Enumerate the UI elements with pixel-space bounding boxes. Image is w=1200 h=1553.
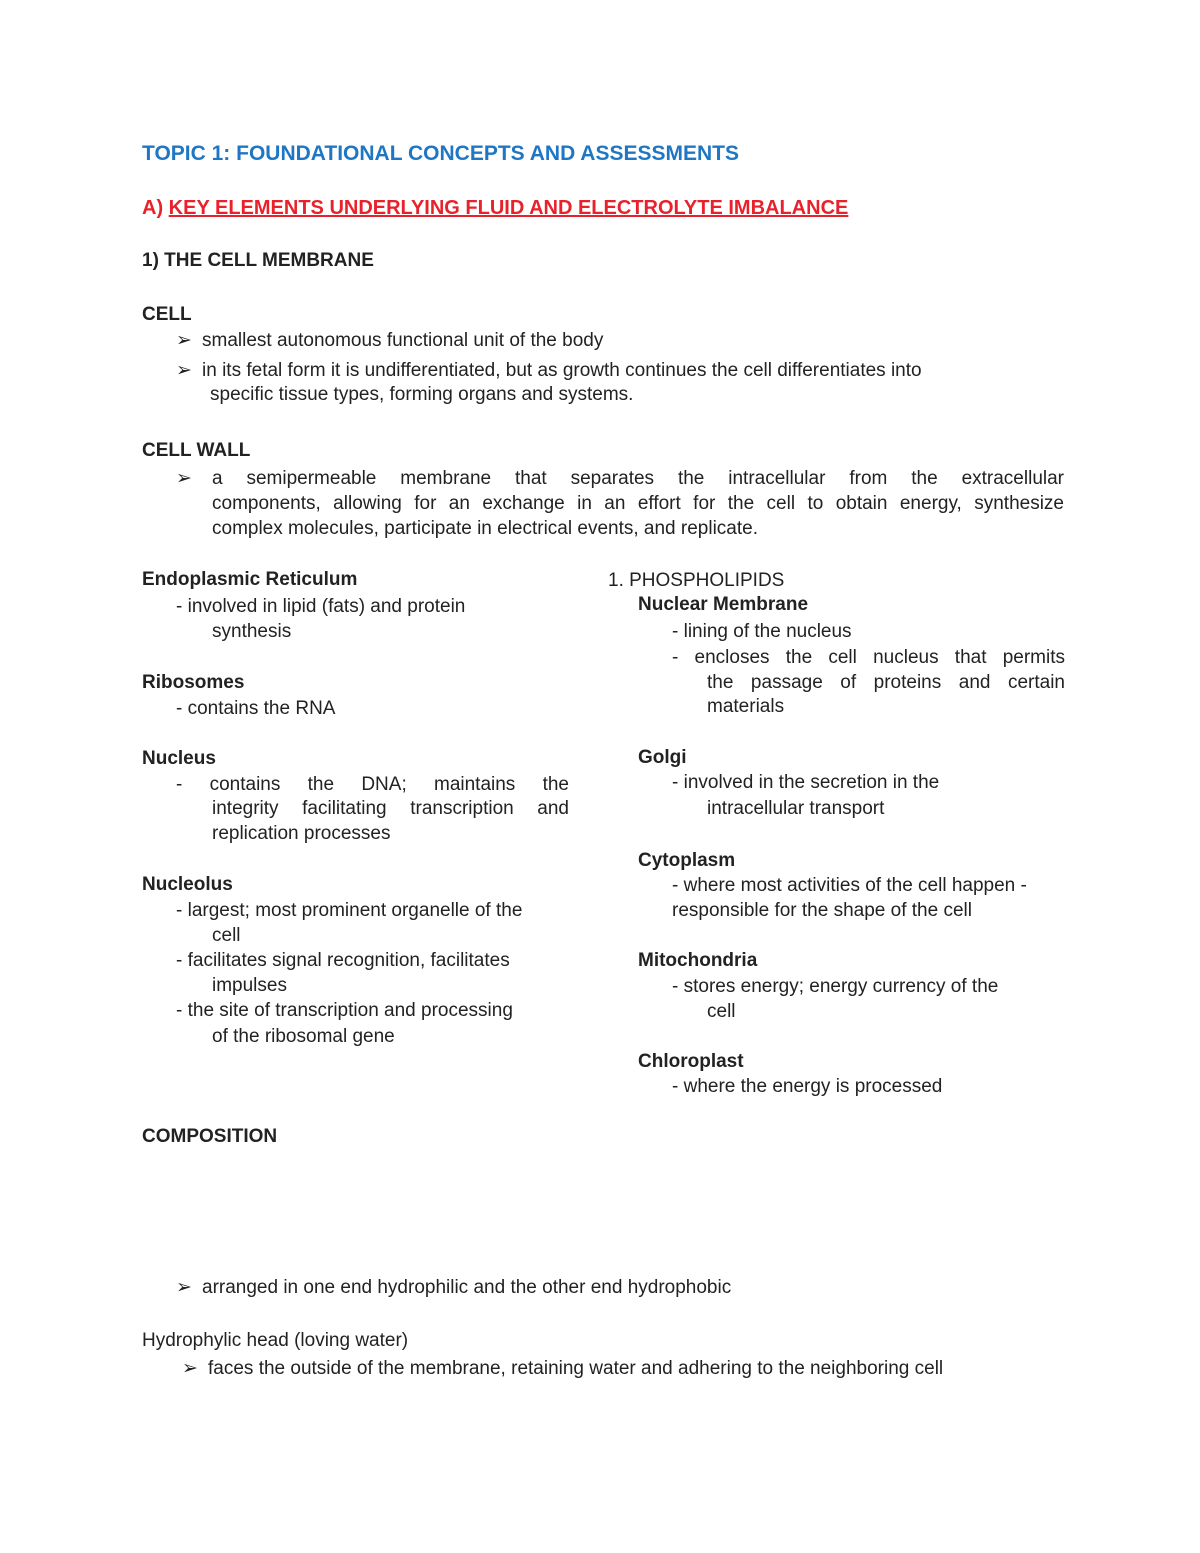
nucleus-line-2: integrity facilitating transcription and <box>212 798 569 819</box>
cell-heading: CELL <box>142 304 192 325</box>
nucleus-line-1: - contains the DNA; maintains the <box>176 774 569 795</box>
section-title: KEY ELEMENTS UNDERLYING FLUID AND ELECTROLYTE IMBALANCE <box>168 197 849 219</box>
hydrophylic-bullet-text: faces the outside of the membrane, retaining water and adhering to the neighboring cell <box>208 1358 944 1379</box>
nuclear-membrane-line-3: the passage of proteins and certain <box>707 672 1065 693</box>
er-line-2: synthesis <box>212 621 292 642</box>
nucleolus-line-6: of the ribosomal gene <box>212 1026 395 1047</box>
cytoplasm-line-1: - where most activities of the cell happen - <box>672 875 1027 896</box>
nucleolus-line-1: - largest; most prominent organelle of the <box>176 900 523 921</box>
nucleus-line-3: replication processes <box>212 823 391 844</box>
cell-bullet-2-text: in its fetal form it is undifferentiated, but as growth continues the cell differentiates into <box>202 360 922 381</box>
arrow-bullet-icon: ➢ <box>176 360 192 381</box>
section-heading <box>142 196 848 221</box>
cell-bullet-2 <box>176 358 922 383</box>
phospholipids-heading: 1. PHOSPHOLIPIDS <box>608 570 785 591</box>
composition-heading: COMPOSITION <box>142 1126 278 1147</box>
nucleus-heading: Nucleus <box>142 748 216 769</box>
arrow-bullet-icon: ➢ <box>176 1277 192 1298</box>
nucleolus-line-4: impulses <box>212 975 287 996</box>
ribosomes-line-1: - contains the RNA <box>176 698 336 719</box>
ribosomes-heading: Ribosomes <box>142 672 245 693</box>
mitochondria-line-1: - stores energy; energy currency of the <box>672 976 999 997</box>
composition-bullet <box>176 1275 731 1300</box>
page-title: TOPIC 1: FOUNDATIONAL CONCEPTS AND ASSESSMENTS <box>142 142 739 165</box>
subsection-heading: 1) THE CELL MEMBRANE <box>142 250 374 271</box>
chloroplast-heading: Chloroplast <box>638 1051 744 1072</box>
mitochondria-heading: Mitochondria <box>638 950 758 971</box>
section-prefix: A) <box>142 197 169 219</box>
golgi-heading: Golgi <box>638 747 687 768</box>
nuclear-membrane-line-2: - encloses the cell nucleus that permits <box>672 647 1065 668</box>
cell-wall-line-1: a semipermeable membrane that separates the intracellular from the extracellular <box>212 468 1064 489</box>
chloroplast-line-1: - where the energy is processed <box>672 1076 943 1097</box>
nucleolus-line-3: - facilitates signal recognition, facilitates <box>176 950 510 971</box>
nucleolus-line-5: - the site of transcription and processing <box>176 1000 513 1021</box>
cell-bullet-1-text: smallest autonomous functional unit of the body <box>202 330 604 351</box>
nucleolus-line-2: cell <box>212 925 241 946</box>
cytoplasm-heading: Cytoplasm <box>638 850 736 871</box>
nuclear-membrane-line-1: - lining of the nucleus <box>672 621 852 642</box>
golgi-line-1: - involved in the secretion in the <box>672 772 940 793</box>
cell-wall-line-3: complex molecules, participate in electrical events, and replicate. <box>212 518 758 539</box>
er-line-1: - involved in lipid (fats) and protein <box>176 596 466 617</box>
arrow-bullet-icon: ➢ <box>182 1358 198 1379</box>
cytoplasm-line-2: responsible for the shape of the cell <box>672 900 972 921</box>
nuclear-membrane-line-4: materials <box>707 696 785 717</box>
cell-bullet-1 <box>176 328 603 353</box>
nucleolus-heading: Nucleolus <box>142 874 233 895</box>
nuclear-membrane-heading: Nuclear Membrane <box>638 594 809 615</box>
cell-wall-line-2: components, allowing for an exchange in an effort for the cell to obtain energy, synthesize <box>212 493 1064 514</box>
composition-bullet-text: arranged in one end hydrophilic and the other end hydrophobic <box>202 1277 732 1298</box>
er-heading: Endoplasmic Reticulum <box>142 569 358 590</box>
arrow-bullet-icon: ➢ <box>176 468 192 489</box>
hydrophylic-bullet <box>182 1356 943 1381</box>
cell-bullet-2-continued: specific tissue types, forming organs and systems. <box>210 384 634 405</box>
cell-wall-heading: CELL WALL <box>142 440 251 461</box>
hydrophylic-heading: Hydrophylic head (loving water) <box>142 1330 409 1351</box>
golgi-line-2: intracellular transport <box>707 798 885 819</box>
cell-wall-bullet <box>176 466 202 491</box>
arrow-bullet-icon: ➢ <box>176 330 192 351</box>
mitochondria-line-2: cell <box>707 1001 736 1022</box>
